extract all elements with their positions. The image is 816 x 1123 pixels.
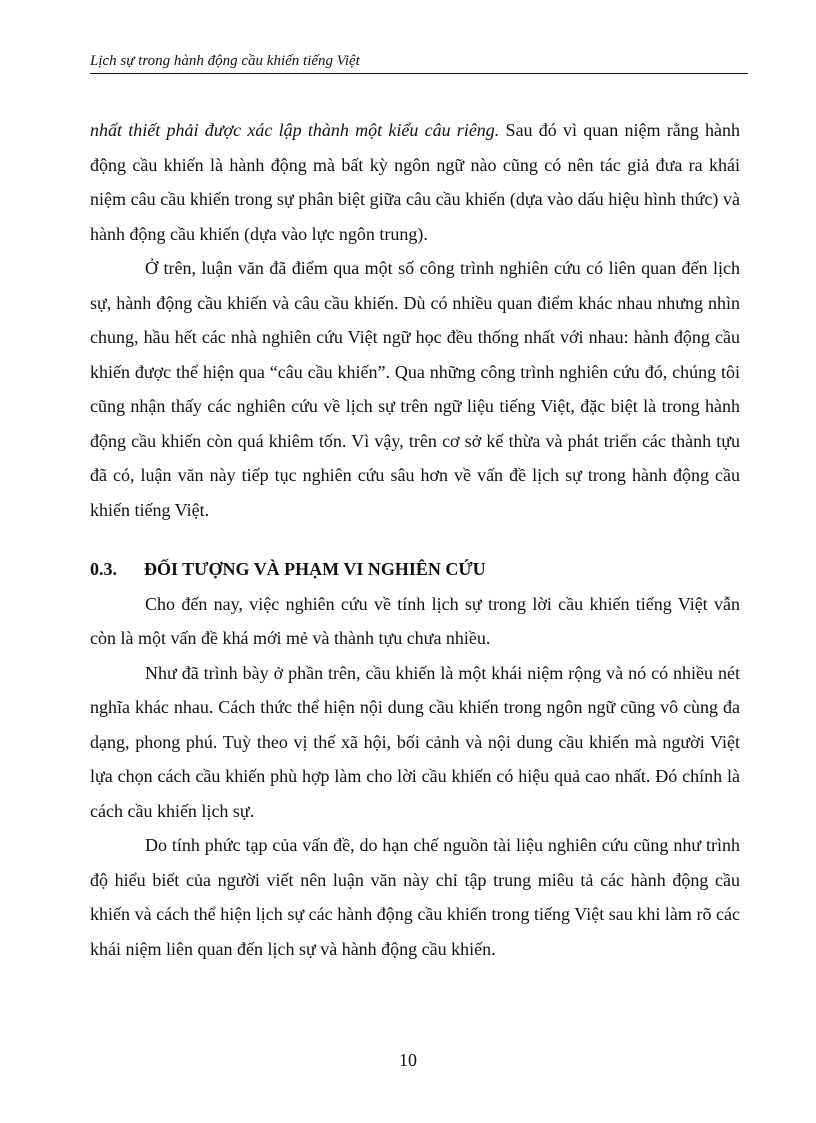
- paragraph-intro: Cho đến nay, việc nghiên cứu về tính lịch sự trong lời cầu khiến tiếng Việt vẫn còn là một vấn đề khá mới mẻ và thành tựu chưa nhiều.: [90, 593, 740, 648]
- page-body: [90, 113, 740, 966]
- paragraph-continuation: [90, 113, 740, 251]
- paragraph-limitations: Do tính phức tạp của vấn đề, do hạn chế nguồn tài liệu nghiên cứu cũng như trình độ hiểu biết của người viết nên luận văn này chỉ tập trung miêu tả các hành động cầu khiến và cách thể hiện lịch sự các hành động cầu khiến trong tiếng Việt sau khi làm rõ các khái niệm liên quan đến lịch sự và hành động cầu khiến.: [90, 835, 740, 959]
- running-header: Lịch sự trong hành động cầu khiến tiếng Việt: [90, 50, 748, 74]
- section-title: ĐỐI TƯỢNG VÀ PHẠM VI NGHIÊN CỨU: [144, 559, 486, 579]
- paragraph-scope: Như đã trình bày ở phần trên, cầu khiến là một khái niệm rộng và nó có nhiều nét nghĩa khác nhau. Cách thức thể hiện nội dung cầu khiến trong ngôn ngữ cũng vô cùng đa dạng, phong phú. Tuỳ theo vị thế xã hội, bối cảnh và nội dung cầu khiến mà người Việt lựa chọn cách cầu khiến phù hợp làm cho lời cầu khiến có hiệu quả cao nhất. Đó chính là cách cầu khiến lịch sự.: [90, 662, 740, 821]
- paragraph-text: Sau đó vì quan niệm rằng hành động cầu khiến là hành động mà bất kỳ ngôn ngữ nào cũng có nên tác giả đưa ra khái niệm câu cầu khiến trong sự phân biệt giữa câu cầu khiến (dựa vào dấu hiệu hình thức) và hành động cầu khiến (dựa vào lực ngôn trung).: [90, 120, 740, 244]
- section-heading: [90, 552, 740, 587]
- italic-lead-text: nhất thiết phải được xác lập thành một kiểu câu riêng.: [90, 120, 500, 140]
- paragraph-review-summary: Ở trên, luận văn đã điểm qua một số công trình nghiên cứu có liên quan đến lịch sự, hành động cầu khiến và câu cầu khiến. Dù có nhiều quan điểm khác nhau nhưng nhìn chung, hầu hết các nhà nghiên cứu Việt ngữ học đều thống nhất với nhau: hành động cầu khiến được thể hiện qua “câu cầu khiến”. Qua những công trình nghiên cứu đó, chúng tôi cũng nhận thấy các nghiên cứu về lịch sự trên ngữ liệu tiếng Việt, đặc biệt là trong hành động cầu khiến còn quá khiêm tốn. Vì vậy, trên cơ sở kế thừa và phát triển các thành tựu đã có, luận văn này tiếp tục nghiên cứu sâu hơn về vấn đề lịch sự trong hành động cầu khiến tiếng Việt.: [90, 258, 740, 520]
- section-number: 0.3.: [90, 559, 117, 579]
- page-number: 10: [399, 1050, 417, 1070]
